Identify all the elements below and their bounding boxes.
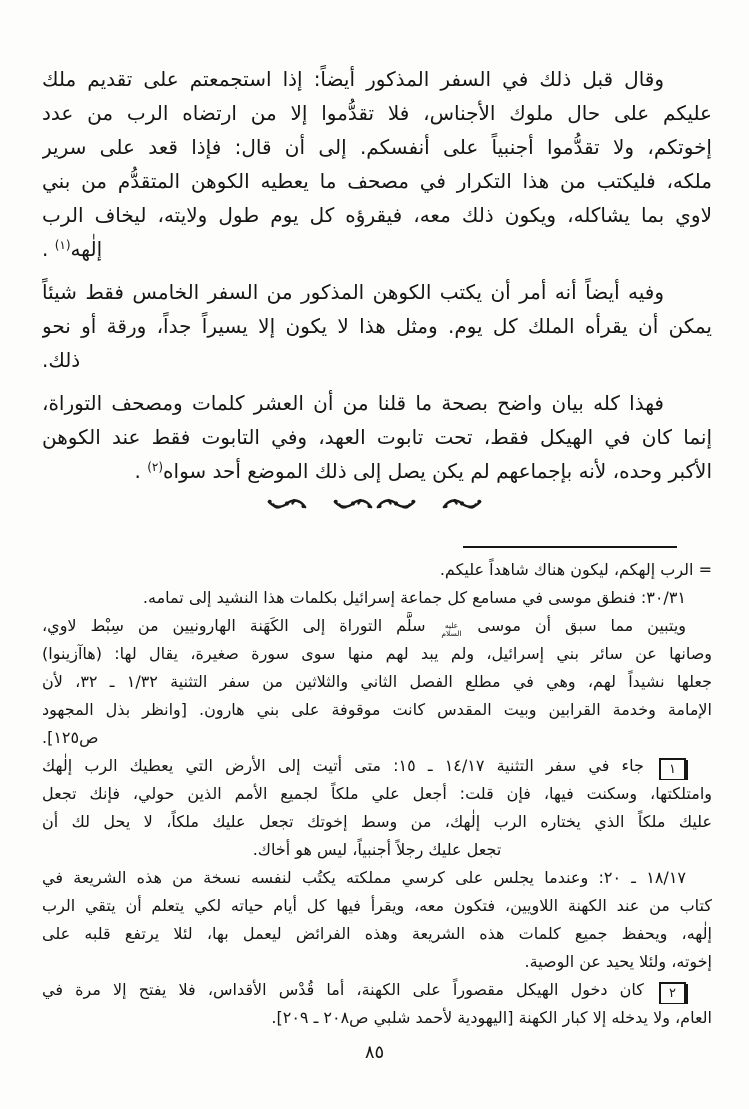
text-line xyxy=(42,780,712,808)
text-run: إخوته، ولئلا يحيد عن الوصية. xyxy=(524,952,712,971)
text-run: وقال قبل ذلك في السفر المذكور أيضاً: إذا استجمعتم على تقديم ملك xyxy=(42,67,664,91)
footnote-number-box: ١ xyxy=(659,758,686,780)
page-number: ٨٥ xyxy=(364,1042,385,1063)
fleuron-icon xyxy=(267,496,307,511)
text-run: الأكبر وحده، لأنه بإجماعهم لم يكن يصل إلى ذلك الموضع أحد سواه xyxy=(163,459,712,483)
ornament-group xyxy=(442,496,482,511)
text-line xyxy=(42,1004,712,1032)
footnote-block xyxy=(42,752,712,976)
text-line xyxy=(42,836,712,864)
text-run: ذلك. xyxy=(42,348,81,372)
text-line xyxy=(42,976,712,1004)
text-run: ص١٢٥]. xyxy=(42,728,99,747)
text-run: سلَّم التوراة إلى الكَهَنة الهارونيين من سِبْط لاوي، xyxy=(42,616,440,635)
text-line xyxy=(42,640,712,668)
text-line xyxy=(42,386,712,420)
text-run: يمكن أن يقرأه الملك كل يوم. ومثل هذا لا يكون إلا يسيراً جداً، ورقة أو نحو xyxy=(42,314,712,338)
text-run: وصانها عن سائر بني إسرائيل، ولم يبد لهم منها سوى سورة صغيرة، يقال لها: (هاآزينوا) xyxy=(42,644,712,663)
text-line xyxy=(42,696,712,724)
text-run: ١٨/١٧ ـ ٢٠: وعندما يجلس على كرسي مملكته يكتُب لنفسه نسخة من هذه الشريعة في xyxy=(42,868,686,887)
text-run: ويتبين مما سبق أن موسى xyxy=(463,616,687,635)
text-line xyxy=(42,556,712,584)
text-line xyxy=(42,420,712,454)
text-run: كان دخول الهيكل مقصوراً على الكهنة، أما قُدْس الأقداس، فلا يفتح إلا مرة في xyxy=(42,980,656,999)
text-run: وفيه أيضاً أنه أمر أن يكتب الكوهن المذكور من السفر الخامس فقط شيئاً xyxy=(42,280,664,304)
footnote-separator xyxy=(463,546,677,548)
ornament-group xyxy=(333,496,416,511)
footnote-number-box: ٢ xyxy=(659,982,686,1004)
text-line xyxy=(42,343,712,377)
fleuron-icon xyxy=(442,496,482,511)
section-divider-ornaments xyxy=(0,492,749,514)
text-line xyxy=(42,198,712,232)
text-line xyxy=(42,454,712,488)
text-run: العام، ولا يدخله إلا كبار الكهنة [اليهودية لأحمد شلبي ص٢٠٨ ـ ٢٠٩]. xyxy=(271,1008,712,1027)
text-run: تجعل عليك رجلاً أجنبياً، ليس هو أخاك. xyxy=(252,840,502,859)
text-run: إنما كان في الهيكل فقط، تحت تابوت العهد، وفي التابوت فقط عند الكوهن xyxy=(42,425,712,449)
text-run: وامتلكتها، وسكنت فيها، فإن قلت: أجعل علي ملكاً لجميع الأمم الذين حولي، فإنك تجعل xyxy=(42,784,712,803)
text-run: عليك ملكاً الذي يختاره الرب إلٰهك، من وسط إخوتك تجعل عليك ملكاً، لا يحل لك أن xyxy=(42,812,712,831)
fleuron-icon xyxy=(333,496,373,511)
text-line xyxy=(42,309,712,343)
fleuron-icon xyxy=(376,496,416,511)
text-line xyxy=(42,808,712,836)
text-run: إلٰهه، ويحفظ جميع كلمات هذه الشريعة وهذه الفرائض ليعمل بها، لئلا يرتفع قلبه على xyxy=(42,924,712,943)
text-line xyxy=(42,948,712,976)
footnote-section xyxy=(42,556,712,1032)
text-run: = الرب إلهكم، ليكون هناك شاهداً عليكم. xyxy=(439,560,712,579)
text-line xyxy=(42,164,712,198)
text-line xyxy=(42,612,712,640)
ornament-group xyxy=(267,496,307,511)
text-line xyxy=(42,130,712,164)
footnote-reference: (٢) xyxy=(147,460,164,474)
paragraph xyxy=(42,386,712,488)
text-line xyxy=(42,892,712,920)
text-line xyxy=(42,724,712,752)
main-text xyxy=(42,62,712,497)
text-line xyxy=(42,920,712,948)
honorific-mark: عليه السلام xyxy=(441,621,462,638)
text-line xyxy=(42,584,712,612)
text-run: فهذا كله بيان واضح بصحة ما قلنا من أن العشر كلمات ومصحف التوراة، xyxy=(42,391,664,415)
text-run: الإمامة وخدمة القرابين وبيت المقدس كانت موقوفة على بني هارون. [وانظر بذل المجهود xyxy=(42,700,712,719)
text-line xyxy=(42,668,712,696)
text-run: إلٰهه xyxy=(70,237,103,261)
text-line xyxy=(42,96,712,130)
text-run: عليكم على حال ملوك الأجناس، فلا تقدُّموا إلا من ارتضاه الرب من عدد xyxy=(42,101,712,125)
footnote-reference: (١) xyxy=(54,238,71,252)
text-run: . xyxy=(134,459,148,483)
paragraph xyxy=(42,275,712,377)
text-run: ملكه، فليكتب من هذا التكرار في مصحف ما يعطيه الكوهن المتقدُّم من بني xyxy=(42,169,712,193)
text-run: ٣٠/٣١: فنطق موسى في مسامع كل جماعة إسرائيل بكلمات هذا النشيد إلى تمامه. xyxy=(142,588,686,607)
text-run: جاء في سفر التثنية ١٤/١٧ ـ ١٥: متى أتيت إلى الأرض التي يعطيك الرب إلٰهك xyxy=(42,756,656,775)
text-line xyxy=(42,232,712,266)
text-line xyxy=(42,275,712,309)
paragraph xyxy=(42,62,712,266)
text-run: إخوتكم، ولا تقدُّموا أجنبياً على أنفسكم. إلى أن قال: فإذا قعد على سرير xyxy=(42,135,712,159)
text-line xyxy=(42,864,712,892)
text-run: جعلها نشيداً لهم، وهي في مطلع الفصل الثاني والثلاثين من سفر التثنية ١/٣٢ ـ ٣٢، لأن xyxy=(42,672,712,691)
text-run: . xyxy=(42,237,55,261)
text-line xyxy=(42,752,712,780)
text-run: لاوي بما يشاكله، ويكون ذلك معه، فيقرؤه كل يوم طول ولايته، ليخاف الرب xyxy=(42,203,712,227)
footnote-block xyxy=(42,556,712,752)
text-line xyxy=(42,62,712,96)
text-run: كتاب من عند الكهنة اللاويين، فتكون معه، ويقرأ فيها كل أيام حياته لكي يتعلم أن يتقي الرب xyxy=(42,896,712,915)
footnote-block xyxy=(42,976,712,1032)
